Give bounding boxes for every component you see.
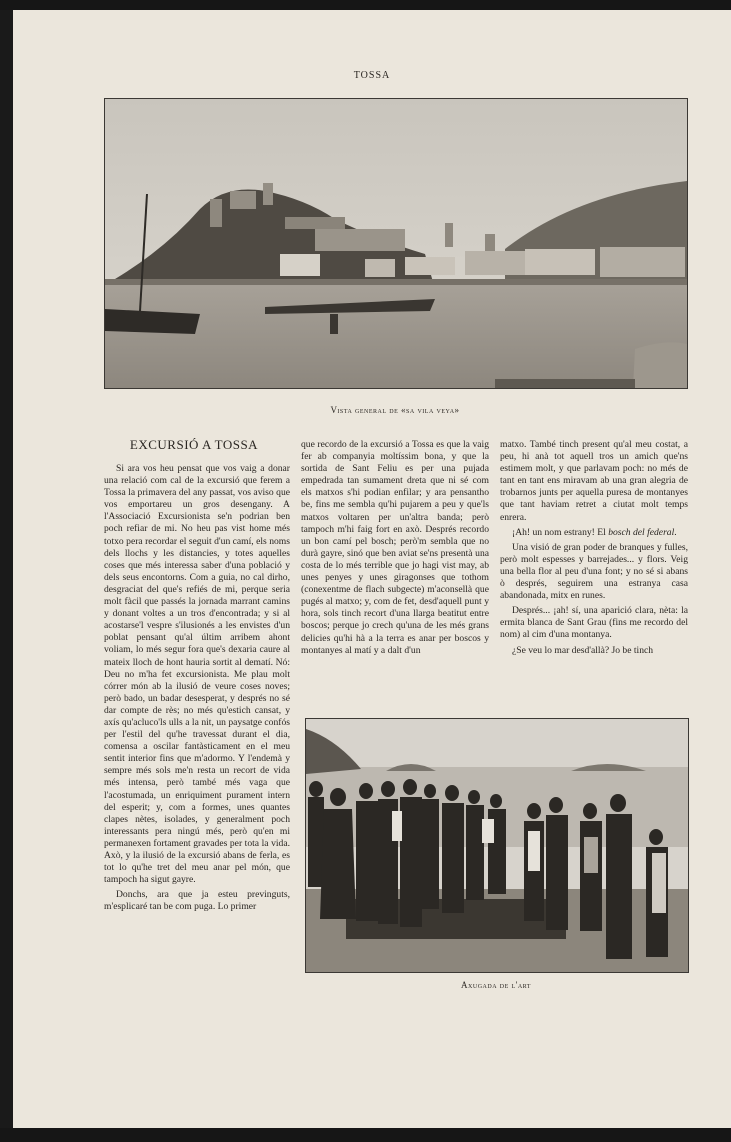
book-page [13,10,731,1128]
top-caption: Vista general de «sa vila veya» [330,405,460,415]
paragraph: Després... ¡ah! sí, una aparició clara, nèta: la ermita blanca de Sant Grau (fins me recordo del nom) al cim d'una montanya. [500,605,688,641]
paragraph: Si ara vos heu pensat que vos vaig a donar una relació com cal de la excursió que ferem a Tossa la primavera del any passat, vos aviso que vos emportareu un gros desengany. A l'Associació Excursionista se'n podrian ben poch refiar de mi. No heu pas vist home més totxo pera recordar el seguit d'un camí, els noms dels llochs y les distancies, y totes aquelles coses que més interessa saber d'una població y dels seus encontorns. Com a guia, no cal dirho, desgraciat del que's refiés de mi, perque seria molt fàcil que passés la jornada marrant camins y donant voltes a un tros d'encontrada; y si al acostarse'l vespre s'ilusionés a les envistes d'un poblat pensant qu'al últim arribem ahont voliam, lo més segur fora que's dexaria caure al mateix lloch de hont hauria sortit al dematí. Nó: Deu no m'ha fet excursionista. Me plau molt córrer món ab la ilusió de veure coses noves; però bado, un badar desesperat, y després no sé dar compte de rès; no més qu'estich cansat, y axís qu'acluco'ls ulls a la nit, un paysatge confós per l'estil del qu'he travessat durant el dia, comensa a oscilar fantàsticament en el meu sentit interior fins que m'adormo. Y l'endemà y sempre més sols me'n resta un recort de vida més intensa, però també més vaga que l'acostumada, un enriquiment purament intern del esperit; y, com a formes, unes quantes clapes nètes, isolades, y generalment poch interessants pera ningú més, però qu'en mi permanexen fortament gravades per tota la vida. Axò, y la ilusió de la excursió abans de ferla, es tot lo qu'he tret del meu anar pel món, que tampoch ha sigut gayre. [104,463,290,886]
italic-term: bosch del federal [608,526,675,538]
bottom-caption: Axugada de l'art [461,980,531,990]
harbor-castle-photo [105,99,687,388]
column-1 [104,463,290,916]
article-title: EXCURSIÓ A TOSSA [129,437,259,452]
text-run: ¡Ah! un nom estrany! El [512,526,609,538]
paragraph: Donchs, ara que ja esteu previnguts, m'esplicaré tan be com puga. Lo primer [104,889,290,913]
scan-border-top [0,0,731,10]
scan-border-bottom [0,1128,731,1142]
paragraph [500,527,688,539]
top-photo [104,98,688,389]
column-3 [500,439,688,660]
text-run: . [674,526,677,538]
fishermen-group-photo [306,719,688,972]
paragraph: Una visió de gran poder de branques y fulles, però molt espesses y barrejades... y flors. Veig una bella flor al peu d'una font; y no sé si abans ò després, seguirem una estranya casa abandonada, mitx en runes. [500,541,688,602]
running-title: TOSSA [353,70,391,81]
paragraph: que recordo de la excursió a Tossa es que la vaig fer ab companyia moltíssim bona, y que la sortida de Sant Feliu es per una pujada empedrada tan sumament dreta que ni sé com els matxos s'hi podian enfilar; y ara pensantho be, fins me sembla qu'hi pujarem a peu y que'ls matxos voltaren per un'altra banda; però tampoch m'hi faig fort en axò. Després recordo un bon camí pel bosch; però'm sembla que no durà gayre, sinó que ben aviat se'ns presentà una costa de lo més terrible que jo hagi vist may, ab unes penyes y unes giragonses que tothom (conexentme de flach subgecte) m'aconsellà que pugés al matxo; y, com de fet, desd'aquell punt y hora, sols tinch recort d'una llarga beatitut entre boscos; perque jo crech qu'una de les més grans delicies qu'hi hà a la terra es anar per boscos y montanyes al matí y a dalt d'un [301,439,489,656]
column-2 [301,439,489,660]
bottom-photo [305,718,689,973]
paragraph: ¿Se veu lo mar desd'allà? Jo be tinch [512,644,654,656]
paragraph: matxo. També tinch present qu'al meu costat, a peu, hi anà tot aquell tros un amich que'ns estimem molt, y que parlavam poch: no més de tant en tant ens miravam ab una gran alegria de trobarnos junts per aquella puresa de montanyes que tant haviam retret a ciutat molt temps enrera. [500,439,688,523]
